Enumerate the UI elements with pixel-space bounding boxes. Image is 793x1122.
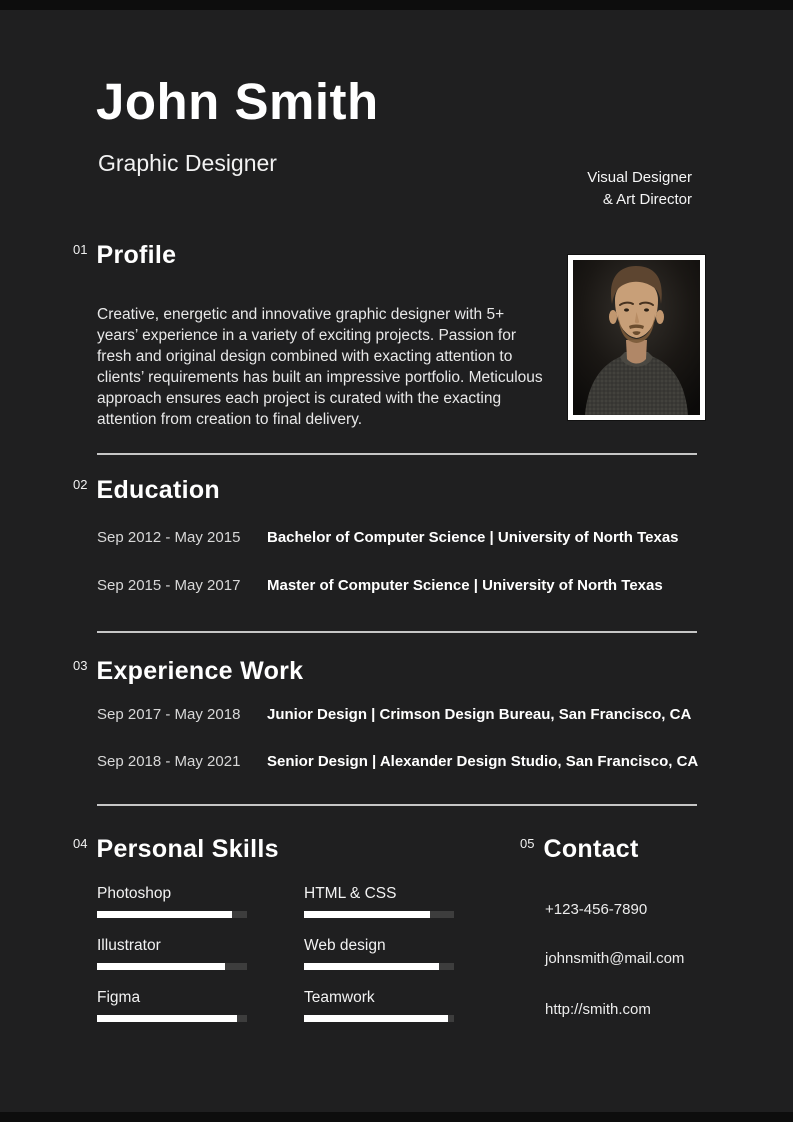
skill-label: Web design <box>304 937 386 954</box>
skill-progress-fill <box>304 911 430 918</box>
experience-date: Sep 2017 - May 2018 <box>97 706 241 723</box>
skill-item-figma <box>97 989 247 1022</box>
experience-position: Senior Design | Alexander Design Studio, San Francisco, CA <box>267 753 699 770</box>
skill-label: HTML & CSS <box>304 885 397 902</box>
skill-progress-track <box>304 911 454 918</box>
education-section-title: Education <box>96 476 221 504</box>
skill-label: Figma <box>97 989 141 1006</box>
skill-item-illustrator <box>97 937 247 970</box>
divider-after-education <box>97 631 697 633</box>
skill-progress-track <box>304 1015 454 1022</box>
education-date: Sep 2015 - May 2017 <box>97 577 241 594</box>
experience-section-number: 03 <box>73 658 88 673</box>
contact-section-heading <box>520 835 639 864</box>
tagline-line1: Visual Designer <box>587 169 692 186</box>
experience-section-heading <box>73 657 303 686</box>
education-row <box>97 529 737 546</box>
experience-section-title: Experience Work <box>96 657 304 685</box>
skill-progress-track <box>304 963 454 970</box>
divider-after-experience <box>97 804 697 806</box>
skill-progress-fill <box>97 911 232 918</box>
skill-item-html-css <box>304 885 454 918</box>
skill-progress-fill <box>304 1015 448 1022</box>
education-section-heading <box>73 476 220 505</box>
divider-after-profile <box>97 453 697 455</box>
skill-item-photoshop <box>97 885 247 918</box>
contact-section-number: 05 <box>520 836 535 851</box>
skill-item-web-design <box>304 937 454 970</box>
education-row <box>97 577 737 594</box>
profile-section-title: Profile <box>96 241 177 269</box>
tagline-line2: & Art Director <box>602 190 692 208</box>
skill-label: Photoshop <box>97 885 172 902</box>
tagline <box>587 167 692 210</box>
education-degree: Master of Computer Science | University of North Texas <box>267 577 663 594</box>
experience-row <box>97 753 737 770</box>
portrait-photo-illustration <box>573 260 700 415</box>
profile-section-heading <box>73 241 176 270</box>
skill-progress-track <box>97 963 247 970</box>
education-degree: Bachelor of Computer Science | University of North Texas <box>267 529 679 546</box>
profile-section-number: 01 <box>73 242 88 257</box>
skill-label: Teamwork <box>304 989 375 1006</box>
skill-progress-fill <box>97 1015 237 1022</box>
skill-progress-fill <box>304 963 439 970</box>
skill-progress-fill <box>97 963 225 970</box>
top-edge-bar <box>0 0 793 10</box>
bottom-edge-bar <box>0 1112 793 1122</box>
skill-label: Illustrator <box>97 937 161 954</box>
skills-section-number: 04 <box>73 836 88 851</box>
experience-date: Sep 2018 - May 2021 <box>97 753 241 770</box>
profile-photo <box>568 255 705 420</box>
person-role: Graphic Designer <box>98 150 277 176</box>
skills-section-title: Personal Skills <box>96 835 279 863</box>
education-section-number: 02 <box>73 477 88 492</box>
skill-progress-track <box>97 1015 247 1022</box>
education-date: Sep 2012 - May 2015 <box>97 529 241 546</box>
skills-section-heading <box>73 835 279 864</box>
experience-row <box>97 706 737 723</box>
person-name: John Smith <box>96 73 379 130</box>
contact-section-title: Contact <box>543 835 639 863</box>
skill-item-teamwork <box>304 989 454 1022</box>
contact-phone[interactable]: +123-456-7890 <box>545 901 648 918</box>
contact-website[interactable]: http://smith.com <box>545 1001 651 1018</box>
experience-position: Junior Design | Crimson Design Bureau, San Francisco, CA <box>267 706 692 723</box>
profile-summary-text: Creative, energetic and innovative graphic designer with 5+ years’ experience in a variety of exciting projects. Passion for fresh and original design combined with exacting attention to clients’ requirements has built an impressive portfolio. Meticulous approach ensures each project is curated with the exacting attention from creation to final delivery. <box>97 305 543 428</box>
skill-progress-track <box>97 911 247 918</box>
contact-email[interactable]: johnsmith@mail.com <box>545 950 685 967</box>
